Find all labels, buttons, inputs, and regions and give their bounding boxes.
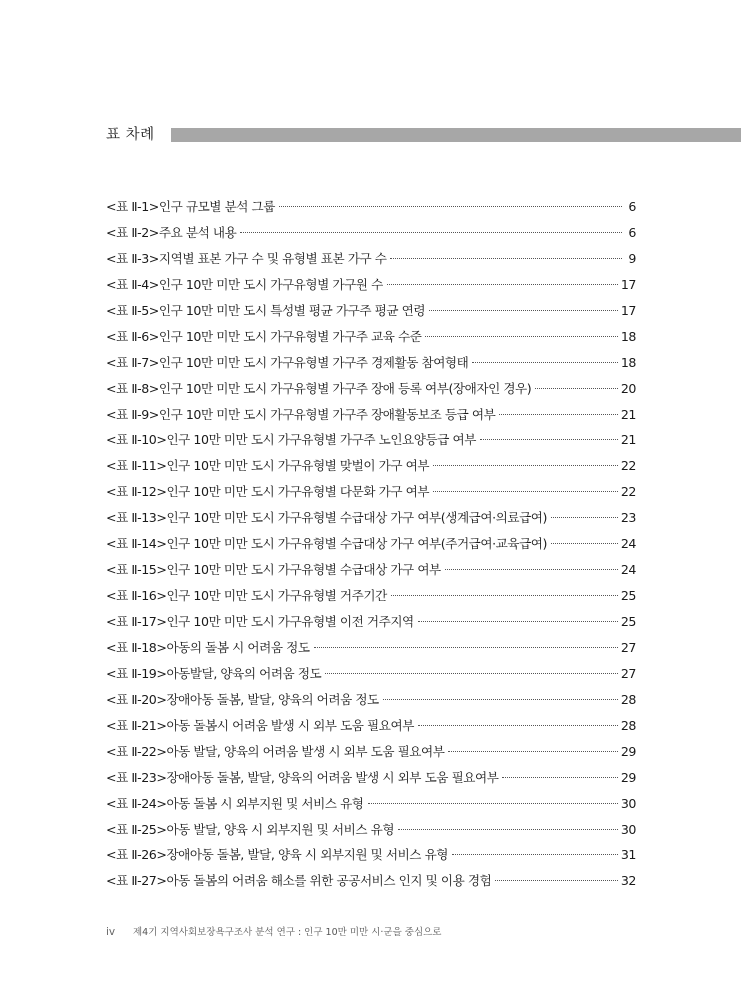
header-rule-bar (171, 128, 741, 142)
toc-entry-title: 인구 10만 미만 도시 가구유형별 수급대상 가구 여부(생계급여·의료급여) (166, 510, 547, 526)
toc-entry-label: <표 Ⅱ-17> (106, 614, 167, 629)
toc-entry-page: 24 (620, 536, 636, 552)
toc-entry[interactable] (106, 689, 636, 715)
toc-entry[interactable] (106, 455, 636, 481)
dot-leader (502, 777, 617, 778)
toc-entry-title: 장애아동 돌봄, 발달, 양육의 어려움 발생 시 외부 도움 필요여부 (166, 769, 499, 785)
toc-entry-title: 아동 돌봄시 어려움 발생 시 외부 도움 필요여부 (166, 717, 414, 733)
dot-leader (448, 751, 617, 752)
toc-entry-page: 17 (620, 276, 636, 292)
toc-entry-title: 인구 10만 미만 도시 가구유형별 거주기간 (166, 588, 387, 604)
dot-leader (535, 388, 618, 389)
table-of-contents (106, 196, 636, 896)
toc-entry-title: 아동 발달, 양육 시 외부지원 및 서비스 유형 (166, 821, 395, 837)
toc-entry-page: 18 (620, 354, 636, 370)
toc-entry-label: <표 Ⅱ-8> (106, 380, 159, 396)
toc-entry[interactable] (106, 559, 636, 585)
toc-entry-title: 인구 10만 미만 도시 특성별 평균 가구주 평균 연령 (158, 302, 426, 318)
toc-entry[interactable] (106, 611, 636, 637)
dot-leader (551, 543, 618, 544)
toc-entry-page: 6 (628, 199, 636, 214)
toc-entry-label: <표 Ⅱ-6> (106, 328, 159, 344)
toc-entry-label: <표 Ⅱ-2> (106, 224, 159, 240)
toc-entry-label: <표 Ⅱ-24> (106, 795, 167, 811)
toc-entry-label: <표 Ⅱ-5> (106, 302, 159, 318)
toc-entry-label: <표 Ⅱ-22> (106, 743, 167, 759)
toc-entry[interactable] (106, 767, 636, 793)
toc-entry-label: <표 Ⅱ-1> (106, 199, 159, 214)
toc-entry-title: 인구 10만 미만 도시 가구유형별 가구주 교육 수준 (158, 328, 422, 344)
toc-entry-title: 인구 규모별 분석 그룹 (158, 199, 275, 214)
toc-entry-label: <표 Ⅱ-20> (106, 691, 167, 707)
toc-entry-title: 인구 10만 미만 도시 가구유형별 가구주 경제활동 참여형태 (158, 354, 469, 370)
toc-entry[interactable] (106, 870, 636, 896)
dot-leader (390, 258, 622, 259)
toc-entry-label: <표 Ⅱ-18> (106, 639, 167, 655)
toc-entry-page: 17 (620, 302, 636, 318)
toc-entry-title: 인구 10만 미만 도시 가구유형별 가구주 노인요양등급 여부 (166, 432, 476, 448)
toc-entry-page: 29 (620, 769, 636, 785)
toc-entry-page: 27 (620, 665, 636, 681)
toc-entry[interactable] (106, 196, 636, 222)
toc-entry-label: <표 Ⅱ-23> (106, 769, 167, 785)
toc-entry[interactable] (106, 222, 636, 248)
toc-entry-label: <표 Ⅱ-14> (106, 536, 167, 552)
page-title: 표 차례 (106, 127, 155, 143)
toc-entry[interactable] (106, 585, 636, 611)
toc-entry[interactable] (106, 741, 636, 767)
toc-entry-page: 30 (620, 795, 636, 811)
dot-leader (314, 647, 618, 648)
toc-entry-title: 인구 10만 미만 도시 가구유형별 이전 거주지역 (166, 614, 414, 629)
dot-leader (425, 336, 617, 337)
toc-entry-page: 25 (620, 614, 636, 629)
toc-entry-label: <표 Ⅱ-10> (106, 432, 167, 448)
toc-entry-label: <표 Ⅱ-11> (106, 458, 167, 474)
toc-entry-title: 인구 10만 미만 도시 가구유형별 가구원 수 (158, 276, 383, 292)
toc-entry-label: <표 Ⅱ-19> (106, 665, 167, 681)
dot-leader (368, 803, 618, 804)
dot-leader (429, 310, 618, 311)
toc-entry[interactable] (106, 326, 636, 352)
dot-leader (499, 414, 618, 415)
toc-entry-title: 지역별 표본 가구 수 및 유형별 표본 가구 수 (158, 250, 387, 266)
page-footer (106, 924, 442, 938)
toc-entry[interactable] (106, 404, 636, 430)
toc-entry-page: 30 (620, 821, 636, 837)
toc-entry-label: <표 Ⅱ-21> (106, 717, 167, 733)
toc-entry-label: <표 Ⅱ-15> (106, 562, 167, 578)
toc-entry[interactable] (106, 274, 636, 300)
toc-entry-page: 24 (620, 562, 636, 578)
toc-entry-label: <표 Ⅱ-16> (106, 588, 167, 604)
toc-entry[interactable] (106, 507, 636, 533)
toc-entry-label: <표 Ⅱ-7> (106, 354, 159, 370)
toc-entry-page: 6 (628, 224, 636, 240)
toc-entry-page: 22 (620, 458, 636, 474)
dot-leader (279, 206, 622, 207)
toc-entry-page: 28 (620, 717, 636, 733)
dot-leader (452, 854, 618, 855)
dot-leader (325, 673, 618, 674)
dot-leader (433, 491, 618, 492)
toc-entry-page: 29 (620, 743, 636, 759)
toc-entry-title: 아동 돌봄의 어려움 해소를 위한 공공서비스 인지 및 이용 경험 (166, 873, 492, 889)
dot-leader (387, 284, 618, 285)
dot-leader (391, 595, 618, 596)
toc-entry-label: <표 Ⅱ-13> (106, 510, 167, 526)
toc-entry-title: 인구 10만 미만 도시 가구유형별 가구주 장애활동보조 등급 여부 (158, 406, 496, 422)
toc-entry[interactable] (106, 300, 636, 326)
toc-entry-title: 인구 10만 미만 도시 가구유형별 맞벌이 가구 여부 (166, 458, 430, 474)
page-header (106, 124, 741, 146)
toc-entry-page: 20 (620, 380, 636, 396)
dot-leader (551, 517, 618, 518)
dot-leader (495, 880, 618, 881)
toc-entry-title: 장애아동 돌봄, 발달, 양육 시 외부지원 및 서비스 유형 (166, 847, 449, 863)
toc-entry-label: <표 Ⅱ-4> (106, 276, 159, 292)
dot-leader (383, 699, 618, 700)
dot-leader (480, 439, 618, 440)
toc-entry-title: 장애아동 돌봄, 발달, 양육의 어려움 정도 (166, 691, 379, 707)
toc-entry[interactable] (106, 352, 636, 378)
toc-entry-title: 아동발달, 양육의 어려움 정도 (166, 665, 322, 681)
toc-entry-page: 28 (620, 691, 636, 707)
dot-leader (398, 829, 618, 830)
toc-entry[interactable] (106, 819, 636, 845)
toc-entry-title: 인구 10만 미만 도시 가구유형별 가구주 장애 등록 여부(장애자인 경우) (158, 380, 532, 396)
toc-entry-label: <표 Ⅱ-3> (106, 250, 159, 266)
toc-entry-page: 9 (628, 250, 636, 266)
dot-leader (472, 362, 618, 363)
dot-leader (240, 232, 622, 233)
dot-leader (418, 725, 618, 726)
toc-entry-label: <표 Ⅱ-26> (106, 847, 167, 863)
toc-entry[interactable] (106, 248, 636, 274)
toc-entry-label: <표 Ⅱ-12> (106, 484, 167, 500)
dot-leader (445, 569, 618, 570)
toc-entry-page: 21 (620, 406, 636, 422)
toc-entry-page: 22 (620, 484, 636, 500)
toc-entry-title: 아동 발달, 양육의 어려움 발생 시 외부 도움 필요여부 (166, 743, 445, 759)
toc-entry[interactable] (106, 793, 636, 819)
dot-leader (433, 465, 618, 466)
toc-entry[interactable] (106, 637, 636, 663)
toc-entry[interactable] (106, 378, 636, 404)
toc-entry-title: 인구 10만 미만 도시 가구유형별 수급대상 가구 여부 (166, 562, 441, 578)
toc-entry-label: <표 Ⅱ-27> (106, 873, 167, 889)
toc-entry[interactable] (106, 844, 636, 870)
toc-entry[interactable] (106, 715, 636, 741)
toc-entry-page: 25 (620, 588, 636, 604)
toc-entry-title: 주요 분석 내용 (158, 224, 237, 240)
toc-entry-label: <표 Ⅱ-25> (106, 821, 167, 837)
toc-entry[interactable] (106, 481, 636, 507)
toc-entry-title: 아동 돌봄 시 외부지원 및 서비스 유형 (166, 795, 364, 811)
toc-entry-title: 인구 10만 미만 도시 가구유형별 다문화 가구 여부 (166, 484, 430, 500)
toc-entry[interactable] (106, 663, 636, 689)
toc-entry-page: 32 (620, 873, 636, 889)
toc-entry-page: 31 (620, 847, 636, 863)
toc-entry-page: 27 (620, 639, 636, 655)
dot-leader (418, 621, 618, 622)
toc-entry-page: 21 (620, 432, 636, 448)
toc-entry-page: 18 (620, 328, 636, 344)
toc-entry-page: 23 (620, 510, 636, 526)
toc-entry[interactable] (106, 533, 636, 559)
toc-entry-label: <표 Ⅱ-9> (106, 406, 159, 422)
toc-entry-title: 인구 10만 미만 도시 가구유형별 수급대상 가구 여부(주거급여·교육급여) (166, 536, 547, 552)
footer-running-title: 제4기 지역사회보장욕구조사 분석 연구 : 인구 10만 미만 시·군을 중심으로 (133, 927, 442, 938)
toc-entry-title: 아동의 돌봄 시 어려움 정도 (166, 639, 310, 655)
toc-entry[interactable] (106, 429, 636, 455)
footer-page-number: iv (106, 926, 116, 938)
